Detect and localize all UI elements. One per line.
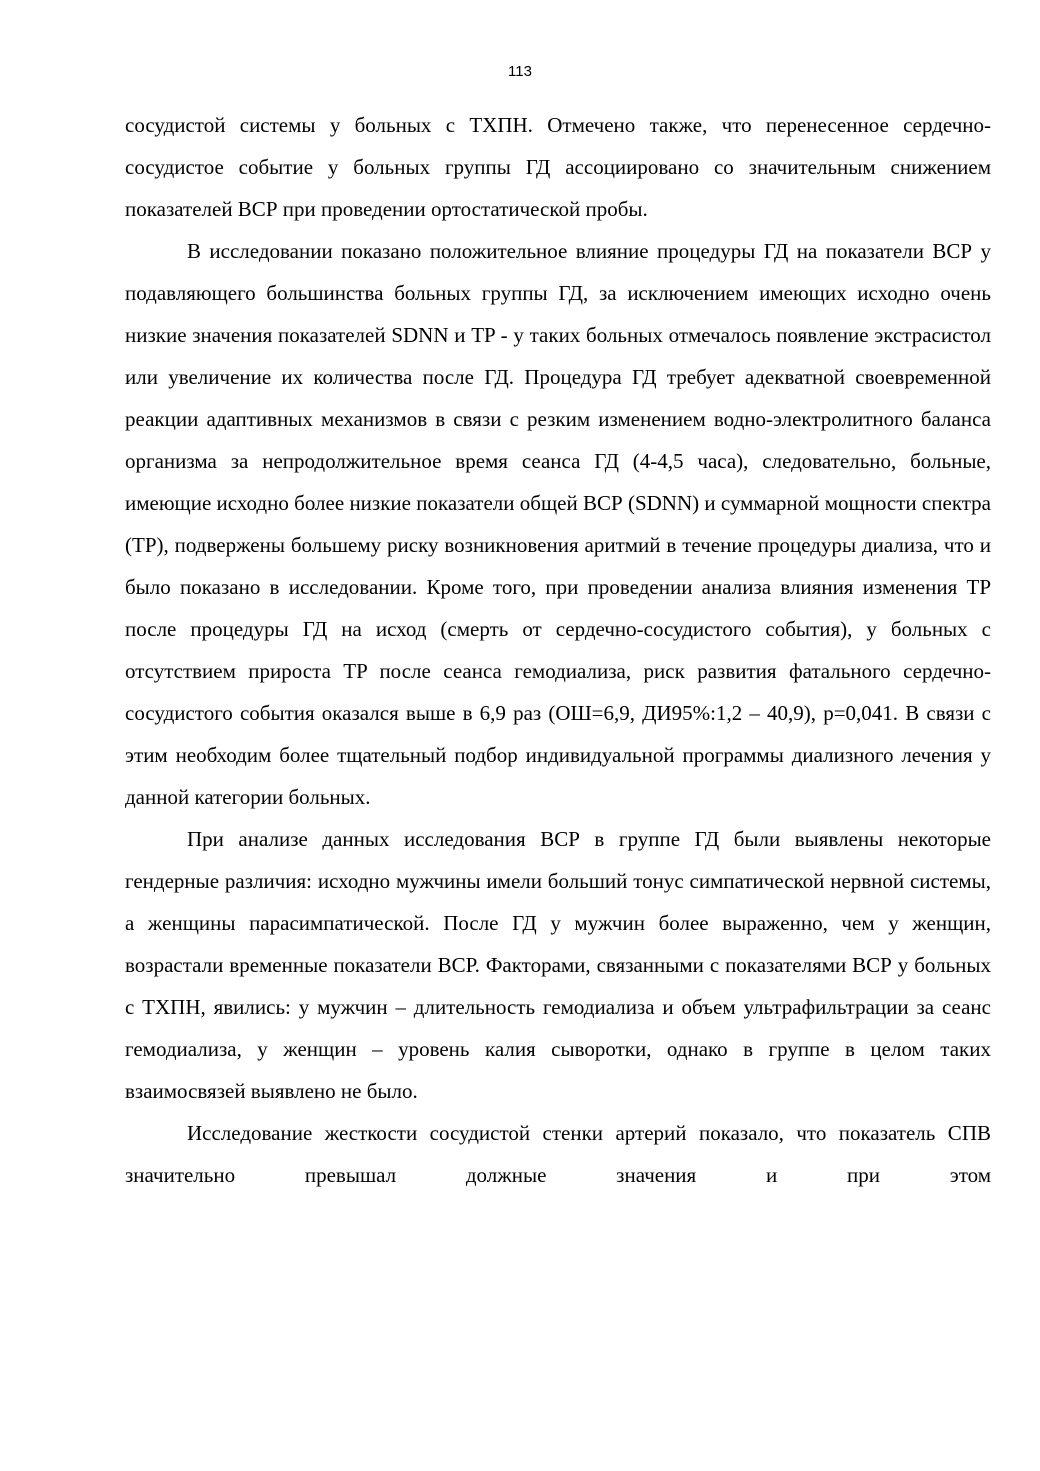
- paragraph-4: Исследование жесткости сосудистой стенки артерий показало, что показатель СПВ значительно превышал должные значения и при этом: [125, 1121, 991, 1187]
- paragraph-2: В исследовании показано положительное влияние процедуры ГД на показатели ВСР у подавляющего большинства больных группы ГД, за исключением имеющих исходно очень низкие значения показателей SDNN и TP - у таких больных отмечалось появление экстрасистол или увеличение их количества после ГД. Процедура ГД требует адекватной своевременной реакции адаптивных механизмов в связи с резким изменением водно-электролитного баланса организма за непродолжительное время сеанса ГД (4-4,5 часа), следовательно, больные, имеющие исходно более низкие показатели общей ВСР (SDNN) и суммарной мощности спектра (TP), подвержены большему риску возникновения аритмий в течение процедуры диализа, что и было показано в исследовании. Кроме того, при проведении анализа влияния изменения TP после процедуры ГД на исход (смерть от сердечно-сосудистого события), у больных с отсутствием прироста TP после сеанса гемодиализа, риск развития фатального сердечно-сосудистого события оказался выше в 6,9 раз (ОШ=6,9, ДИ95%:1,2 – 40,9), p=0,041. В связи с этим необходим более тщательный подбор индивидуальной программы диализного лечения у данной категории больных.: [125, 239, 991, 809]
- document-body: [125, 104, 991, 1196]
- page-number: 113: [508, 63, 532, 80]
- paragraph-1: сосудистой системы у больных с ТХПН. Отмечено также, что перенесенное сердечно-сосудистое событие у больных группы ГД ассоциировано со значительным снижением показателей ВСР при проведении ортостатической пробы.: [125, 113, 991, 221]
- paragraph-3: При анализе данных исследования ВСР в группе ГД были выявлены некоторые гендерные различия: исходно мужчины имели больший тонус симпатической нервной системы, а женщины парасимпатической. После ГД у мужчин более выраженно, чем у женщин, возрастали временные показатели ВСР. Факторами, связанными с показателями ВСР у больных с ТХПН, явились: у мужчин – длительность гемодиализа и объем ультрафильтрации за сеанс гемодиализа, у женщин – уровень калия сыворотки, однако в группе в целом таких взаимосвязей выявлено не было.: [125, 827, 991, 1103]
